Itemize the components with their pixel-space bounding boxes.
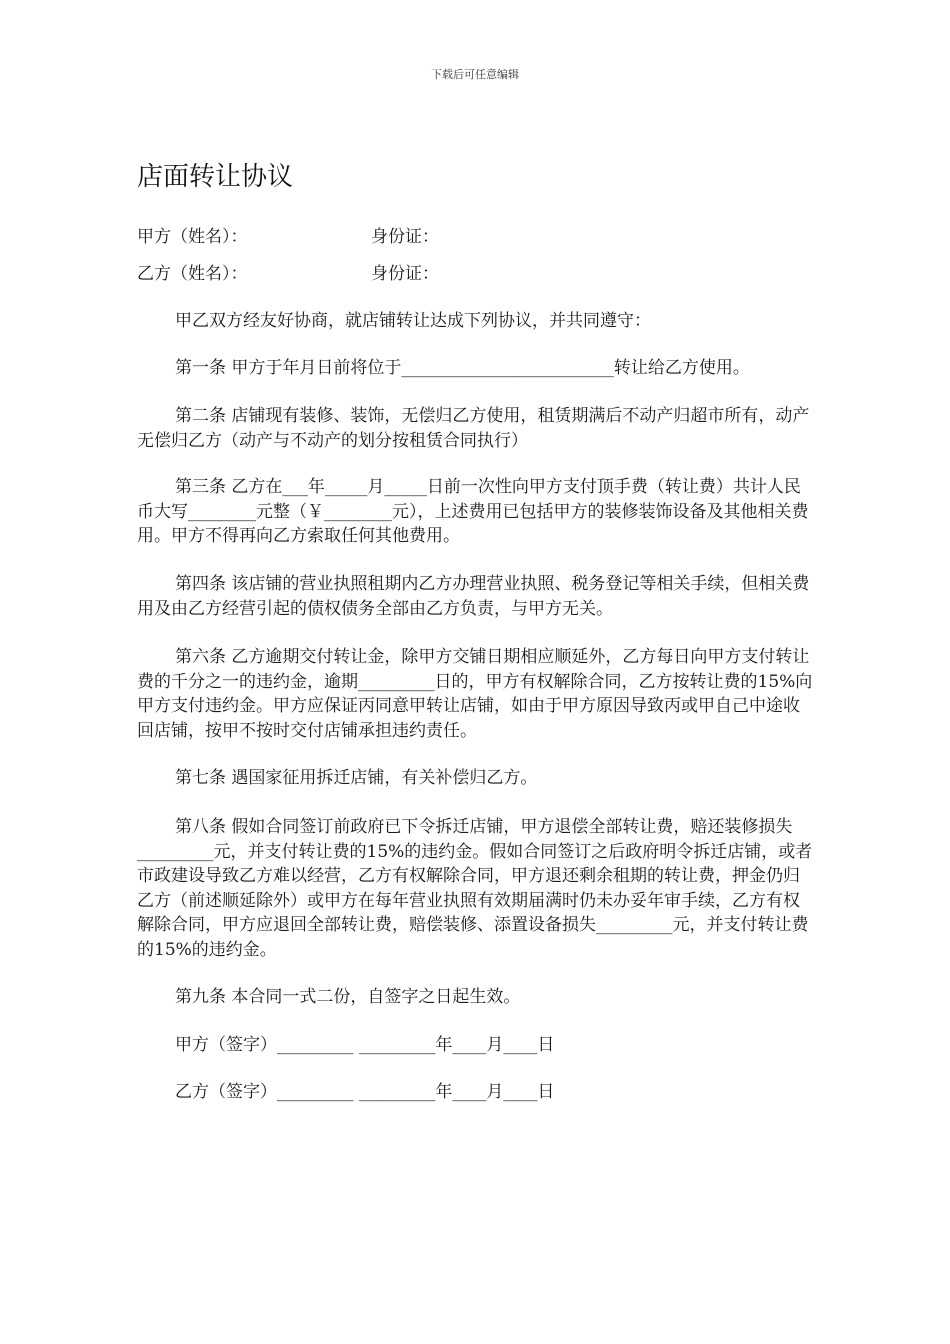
party-a-line	[137, 225, 439, 249]
party-a-signature-line: 甲方（签字）_________ _________年____月____日	[175, 1035, 555, 1055]
article-6: 第六条 乙方逾期交付转让金，除甲方交铺日期相应顺延外，乙方每日向甲方支付转让费的千分之一的违约金，逾期_________日的，甲方有权解除合同，乙方按转让费的15%向甲方支付违约金。甲方应保证丙同意甲转让店铺，如由于甲方原因导致丙或甲自己中途收回店铺，按甲不按时交付店铺承担违约责任。	[137, 647, 813, 741]
party-b-label: 乙方（姓名）：	[137, 264, 248, 284]
article-3: 第三条 乙方在___年_____月_____日前一次性向甲方支付顶手费（转让费）共计人民币大写________元整（￥________元），上述费用已包括甲方的装修装饰设备及其他相关费用。甲方不得再向乙方索取任何其他费用。	[137, 477, 809, 546]
article-9: 第九条 本合同一式二份，自签字之日起生效。	[175, 987, 521, 1007]
party-b-line	[137, 262, 439, 286]
party-b-id-label: 身份证：	[371, 264, 439, 284]
document-title: 店面转让协议	[137, 162, 294, 192]
intro-paragraph: 甲乙双方经友好协商，就店铺转让达成下列协议，并共同遵守：	[175, 311, 651, 331]
article-1: 第一条 甲方于年月日前将位于_________________________转让给乙方使用。	[175, 358, 750, 378]
party-a-id-label: 身份证：	[371, 227, 439, 247]
article-7: 第七条 遇国家征用拆迁店铺，有关补偿归乙方。	[175, 768, 538, 788]
header-note: 下载后可任意编辑	[431, 68, 519, 81]
article-4: 第四条 该店铺的营业执照租期内乙方办理营业执照、税务登记等相关手续，但相关费用及由乙方经营引起的债权债务全部由乙方负责，与甲方无关。	[137, 574, 810, 619]
article-8: 第八条 假如合同签订前政府已下令拆迁店铺，甲方退偿全部转让费，赔还装修损失_________元，并支付转让费的15%的违约金。假如合同签订之后政府明令拆迁店铺，或者市政建设导致乙方难以经营，乙方有权解除合同，甲方退还剩余租期的转让费，押金仍归乙方（前述顺延除外）或甲方在每年营业执照有效期届满时仍未办妥年审手续，乙方有权解除合同，甲方应退回全部转让费，赔偿装修、添置设备损失_________元，并支付转让费的15%的违约金。	[137, 817, 813, 960]
party-b-signature-line: 乙方（签字）_________ _________年____月____日	[175, 1082, 555, 1102]
party-a-label: 甲方（姓名）：	[137, 227, 248, 247]
article-2: 第二条 店铺现有装修、装饰，无偿归乙方使用，租赁期满后不动产归超市所有，动产无偿归乙方（动产与不动产的划分按租赁合同执行）	[137, 406, 810, 451]
